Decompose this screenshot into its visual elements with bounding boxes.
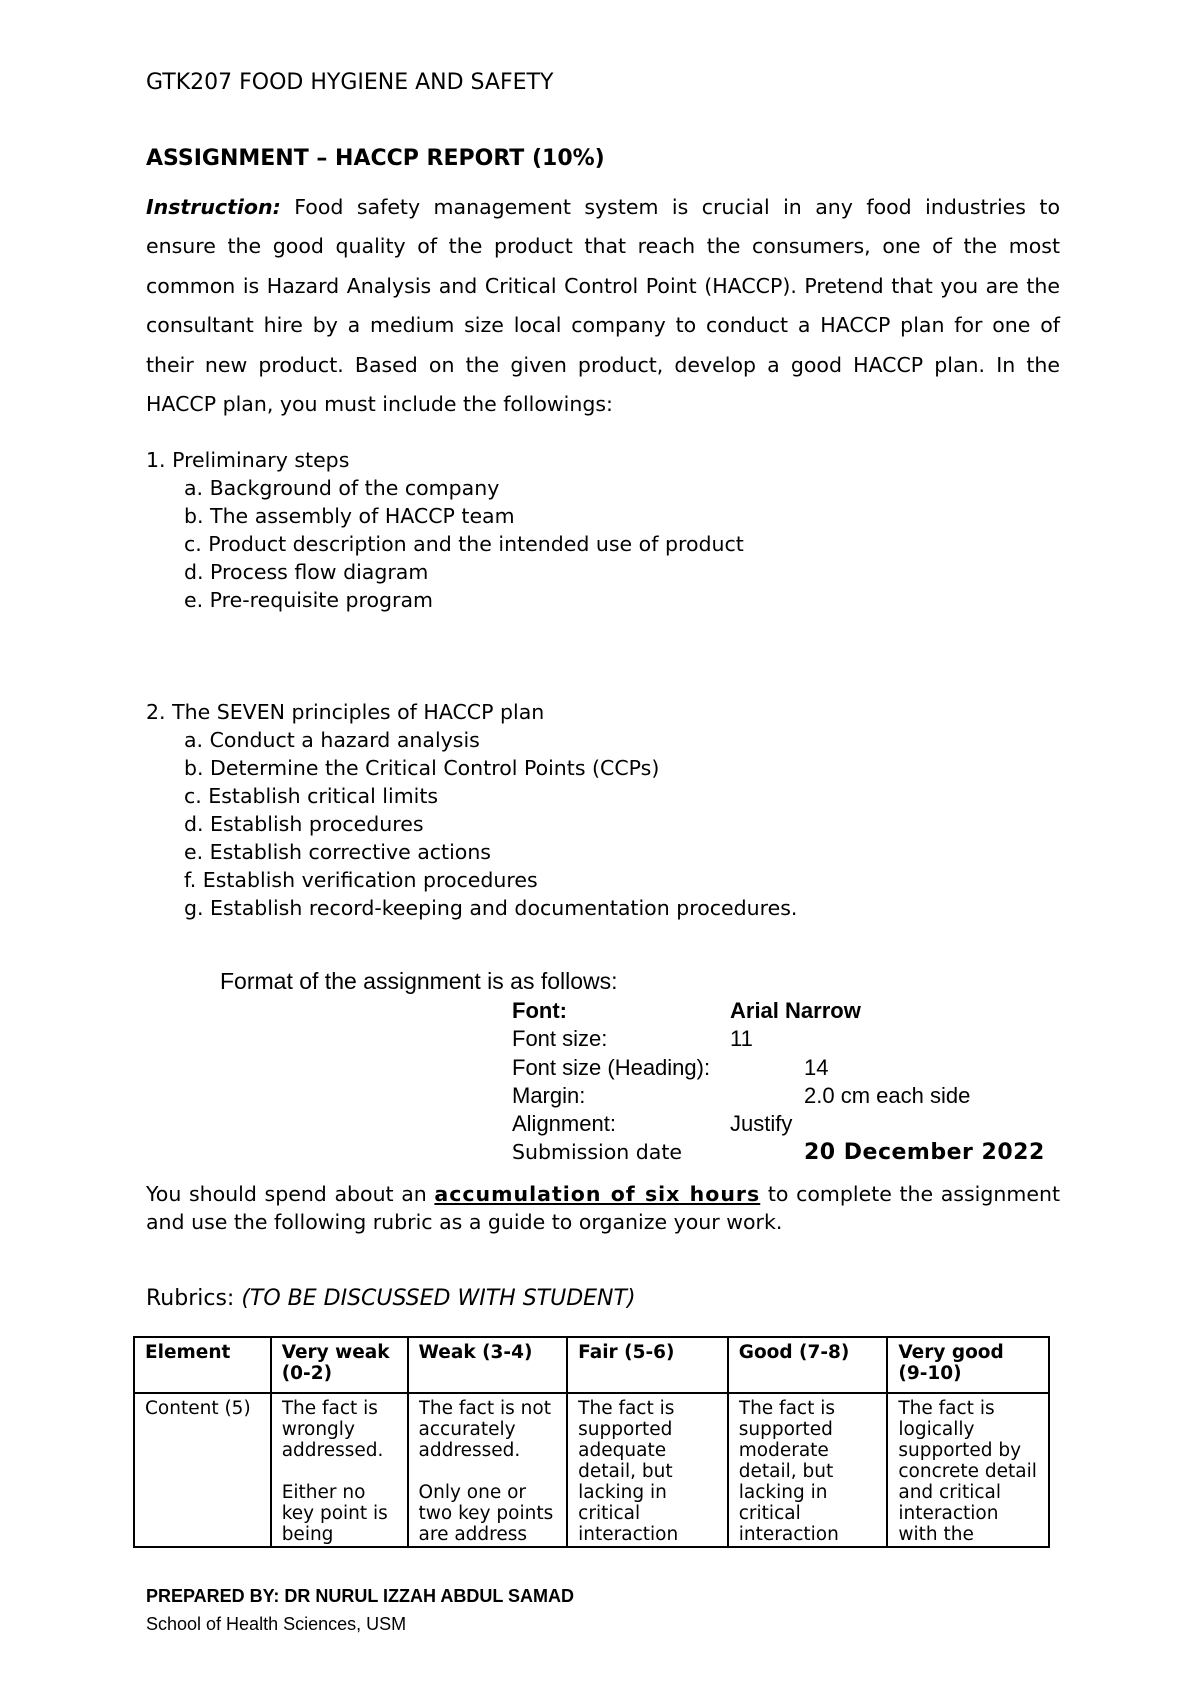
list-item: b. The assembly of HACCP team (184, 504, 515, 528)
cell-text: Content (5) (145, 1398, 251, 1419)
column-header: Very good (9-10) (887, 1337, 1049, 1393)
instruction-text: Food safety management system is crucial in any food industries to ensure the good quality of the product that reach the consumers, one of the most common is Hazard Analysis and Critical Control Point (HACCP). Pretend that you are the consultant hire by a medium size local company to conduct a HACCP plan for one of their new product. Based on the given product, develop a good HACCP plan. In the HACCP plan, you must include the followings: (146, 195, 1060, 417)
list-heading: 2. The SEVEN principles of HACCP plan (146, 700, 545, 724)
table-cell (567, 1393, 728, 1547)
list-item: c. Product description and the intended use of product (184, 532, 744, 556)
format-value: 11 (730, 1026, 753, 1051)
school-name: School of Health Sciences, USM (146, 1614, 407, 1634)
column-header: Good (7-8) (728, 1337, 888, 1393)
rubrics-label: Rubrics: (146, 1286, 242, 1311)
table-cell (134, 1393, 271, 1547)
list-item: f. Establish verification procedures (184, 868, 538, 892)
list-heading: 1. Preliminary steps (146, 448, 350, 472)
cell-text: The fact is wrongly addressed. (281, 1398, 384, 1461)
preliminary-steps-list (146, 446, 744, 614)
guidance-emphasis: accumulation of six hours (434, 1182, 761, 1206)
list-item: c. Establish critical limits (184, 784, 439, 808)
assignment-heading: ASSIGNMENT – HACCP REPORT (10%) (146, 146, 605, 171)
cell-content (282, 1398, 397, 1546)
table-cell (728, 1393, 888, 1547)
list-item: a. Background of the company (184, 476, 500, 500)
prepared-by: PREPARED BY: DR NURUL IZZAH ABDUL SAMAD (146, 1586, 575, 1606)
guidance-text: to complete the assignment and use the following rubric as a guide to organize your work. (146, 1182, 1060, 1234)
format-label: Margin: (512, 1083, 586, 1108)
rubrics-title (146, 1286, 636, 1311)
rubric-table (133, 1336, 1050, 1548)
column-header: Weak (3-4) (408, 1337, 568, 1393)
cell-text: The fact is supported adequate detail, but lacking in critical interaction (578, 1398, 679, 1545)
format-value: 14 (804, 1055, 829, 1080)
cell-text: The fact is supported moderate detail, but lacking in critical interaction (738, 1398, 839, 1545)
table-cell (408, 1393, 568, 1547)
format-label: Submission date (512, 1140, 683, 1164)
instruction-label: Instruction: (146, 195, 281, 219)
format-value: 2.0 cm each side (804, 1083, 971, 1108)
table-header-row (134, 1337, 1049, 1393)
guidance-paragraph (146, 1180, 1060, 1236)
format-value: Arial Narrow (730, 998, 861, 1023)
format-label: Font size: (512, 1026, 608, 1051)
format-label: Font size (Heading): (512, 1055, 711, 1080)
format-label: Alignment: (512, 1111, 616, 1136)
cell-content (419, 1398, 557, 1546)
format-title: Format of the assignment is as follows: (220, 968, 618, 994)
format-value: 20 December 2022 (804, 1140, 1045, 1165)
list-item: a. Conduct a hazard analysis (184, 728, 480, 752)
rubrics-note: (TO BE DISCUSSED WITH STUDENT) (241, 1286, 636, 1311)
cell-text: Either no key point is being (281, 1482, 388, 1545)
list-item: b. Determine the Critical Control Points (CCPs) (184, 756, 660, 780)
list-item: e. Establish corrective actions (184, 840, 491, 864)
haccp-principles-list (146, 698, 797, 922)
list-item: e. Pre-requisite program (184, 588, 433, 612)
course-title: GTK207 FOOD HYGIENE AND SAFETY (146, 70, 554, 95)
table-cell (271, 1393, 408, 1547)
column-header: Fair (5-6) (567, 1337, 728, 1393)
table-cell (887, 1393, 1049, 1547)
column-header: Very weak (0-2) (271, 1337, 408, 1393)
guidance-text: You should spend about an (146, 1182, 435, 1206)
cell-text: The fact is not accurately addressed. (418, 1398, 551, 1461)
list-item: d. Process flow diagram (184, 560, 429, 584)
cell-text: The fact is logically supported by concrete detail and critical interaction with the (898, 1398, 1037, 1545)
column-header: Element (134, 1337, 271, 1393)
list-item: g. Establish record-keeping and documentation procedures. (184, 896, 798, 920)
format-value: Justify (730, 1111, 793, 1136)
cell-text: Only one or two key points are address (418, 1482, 554, 1545)
format-label: Font: (512, 998, 567, 1023)
instruction-paragraph (146, 188, 1060, 424)
list-item: d. Establish procedures (184, 812, 424, 836)
table-row (134, 1393, 1049, 1547)
